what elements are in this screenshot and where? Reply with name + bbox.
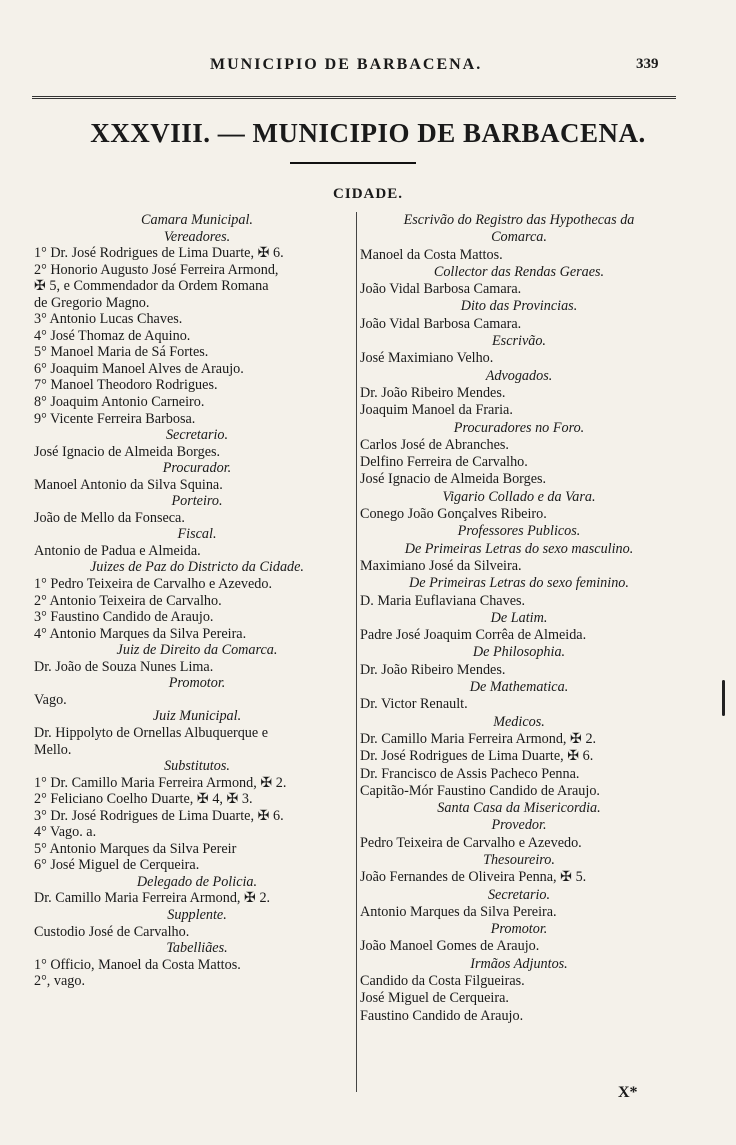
section-label: Substitutos. [164,758,230,775]
entry-line: 2° Antonio Teixeira de Carvalho. [34,592,222,609]
section-label: Medicos. [493,713,545,730]
section-label: Thesoureiro. [483,851,555,868]
entry-line: João Vidal Barbosa Camara. [360,281,522,298]
entry-line: Candido da Costa Filgueiras. [360,973,525,990]
entry-line: José Miguel de Cerqueira. [360,990,509,1007]
entry-line: José Maximiano Velho. [360,350,494,367]
entry-line: Dr. Hippolyto de Ornellas Albuquerque e [34,724,269,741]
section-label: Provedor. [491,817,547,834]
entry-line: Custodio José de Carvalho. [34,923,190,940]
section-label: Procuradores no Foro. [453,419,585,436]
entry-line: 2° Feliciano Coelho Duarte, ✠ 4, ✠ 3. [34,791,253,808]
entry-line: Maximiano José da Silveira. [360,557,522,574]
section-label: Procurador. [162,460,232,477]
margin-mark [722,680,725,716]
section-label: Vigario Collado e da Vara. [442,488,596,505]
entry-line: Padre José Joaquim Corrêa de Almeida. [360,627,587,644]
entry-line: 2° Honorio Augusto José Ferreira Armond, [34,261,279,278]
entry-line: José Ignacio de Almeida Borges. [34,443,221,460]
section-label: Promotor. [168,675,226,692]
title-rule [290,162,416,164]
section-heading: CIDADE. [333,186,403,202]
section-label: Advogados. [485,367,553,384]
entry-line: Manoel Antonio da Silva Squina. [34,476,223,493]
section-label: De Philosophia. [472,644,566,661]
section-label: Escrivão. [492,333,546,350]
entry-line: 3° Dr. José Rodrigues de Lima Duarte, ✠ 6. [34,807,284,824]
running-title: MUNICIPIO DE BARBACENA. [210,56,483,73]
entry-line: Vago. [34,691,67,708]
section-label: De Latim. [490,609,548,626]
entry-line: Dr. João Ribeiro Mendes. [360,384,506,401]
page-number: 339 [636,56,659,72]
section-label: Secretario. [487,886,551,903]
entry-line: Delfino Ferreira de Carvalho. [360,454,528,471]
catch-word: X* [618,1084,638,1101]
entry-line: Capitão-Mór Faustino Candido de Araujo. [360,782,600,799]
entry-line: Manoel da Costa Mattos. [360,246,503,263]
section-label: Fiscal. [177,526,217,543]
entry-line: Dr. Camillo Maria Ferreira Armond, ✠ 2. [360,730,597,747]
entry-line: Antonio de Padua e Almeida. [34,542,201,559]
entry-line: José Ignacio de Almeida Borges. [360,471,547,488]
entry-line: 4° Antonio Marques da Silva Pereira. [34,625,247,642]
section-label: De Primeiras Letras do sexo feminino. [409,575,629,592]
column-divider [356,212,357,1092]
entry-line: 3° Faustino Candido de Araujo. [34,609,214,626]
entry-line: Dr. João de Souza Nunes Lima. [34,658,214,675]
entry-line: Carlos José de Abranches. [360,436,509,453]
entry-line: 1° Pedro Teixeira de Carvalho e Azevedo. [34,576,273,593]
section-label: Comarca. [491,229,547,246]
entry-line: 8° Joaquim Antonio Carneiro. [34,394,205,411]
section-label: Delegado de Policia. [136,873,258,890]
entry-line: de Gregorio Magno. [34,294,150,311]
entry-line: Mello. [34,741,72,758]
section-label: Secretario. [165,427,229,444]
section-label: Camara Municipal. [141,212,253,228]
entry-line: 5° Manoel Maria de Sá Fortes. [34,344,209,361]
right-column [360,212,678,1025]
entry-line: Faustino Candido de Araujo. [360,1007,524,1024]
section-label: Santa Casa da Misericordia. [437,800,601,817]
page-header [0,52,736,80]
entry-line: Dr. Francisco de Assis Pacheco Penna. [360,765,580,782]
entry-line: Conego João Gonçalves Ribeiro. [360,506,547,523]
section-label: Juiz Municipal. [152,708,242,725]
entry-line: João Fernandes de Oliveira Penna, ✠ 5. [360,869,587,886]
section-label: Juiz de Direito da Comarca. [116,642,278,659]
entry-line: D. Maria Euflaviana Chaves. [360,592,526,609]
entry-line: 2°, vago. [34,973,85,990]
section-label: Dito das Provincias. [460,298,578,315]
section-label: Professores Publicos. [457,523,581,540]
section-label: Promotor. [490,921,548,938]
entry-line: Antonio Marques da Silva Pereira. [360,903,557,920]
entry-line: Dr. João Ribeiro Mendes. [360,661,506,678]
entry-line: 4° Vago. a. [34,824,97,841]
entry-line: 5° Antonio Marques da Silva Pereir [34,840,237,857]
entry-line: Pedro Teixeira de Carvalho e Azevedo. [360,834,582,851]
entry-line: 9° Vicente Ferreira Barbosa. [34,410,196,427]
entry-line: Dr. Camillo Maria Ferreira Armond, ✠ 2. [34,890,271,907]
section-label: Porteiro. [171,493,223,510]
entry-line: 6° Joaquim Manoel Alves de Araujo. [34,360,244,377]
entry-line: 4° José Thomaz de Aquino. [34,327,191,344]
entry-line: 1° Dr. Camillo Maria Ferreira Armond, ✠ 2. [34,774,287,791]
section-label: Tabelliães. [166,940,228,957]
entry-line: ✠ 5, e Commendador da Ordem Romana [34,278,269,295]
entry-line: 1° Dr. José Rodrigues de Lima Duarte, ✠ 6. [34,245,284,262]
section-label: Escrivão do Registro das Hypothecas da [403,212,635,228]
section-label: Juizes de Paz do Districto da Cidade. [90,559,304,576]
left-column [34,212,360,990]
section-label: Irmãos Adjuntos. [470,955,568,972]
section-label: Collector das Rendas Geraes. [433,263,605,280]
section-label: De Mathematica. [469,679,569,696]
entry-line: João Vidal Barbosa Camara. [360,315,522,332]
entry-line: 7° Manoel Theodoro Rodrigues. [34,377,218,394]
section-label: De Primeiras Letras do sexo masculino. [404,540,634,557]
entry-line: 6° José Miguel de Cerqueira. [34,857,200,874]
chapter-title: XXXVIII. — MUNICIPIO DE BARBACENA. [90,118,646,148]
entry-line: Joaquim Manoel da Fraria. [360,402,513,419]
entry-line: João de Mello da Fonseca. [34,509,185,526]
entry-line: Dr. José Rodrigues de Lima Duarte, ✠ 6. [360,748,594,765]
section-label: Supplente. [167,906,227,923]
entry-line: Dr. Victor Renault. [360,696,468,713]
entry-line: 3° Antonio Lucas Chaves. [34,311,183,328]
header-rule [32,96,676,99]
entry-line: João Manoel Gomes de Araujo. [360,938,540,955]
section-label: Vereadores. [163,228,231,245]
entry-line: 1° Officio, Manoel da Costa Mattos. [34,956,241,973]
